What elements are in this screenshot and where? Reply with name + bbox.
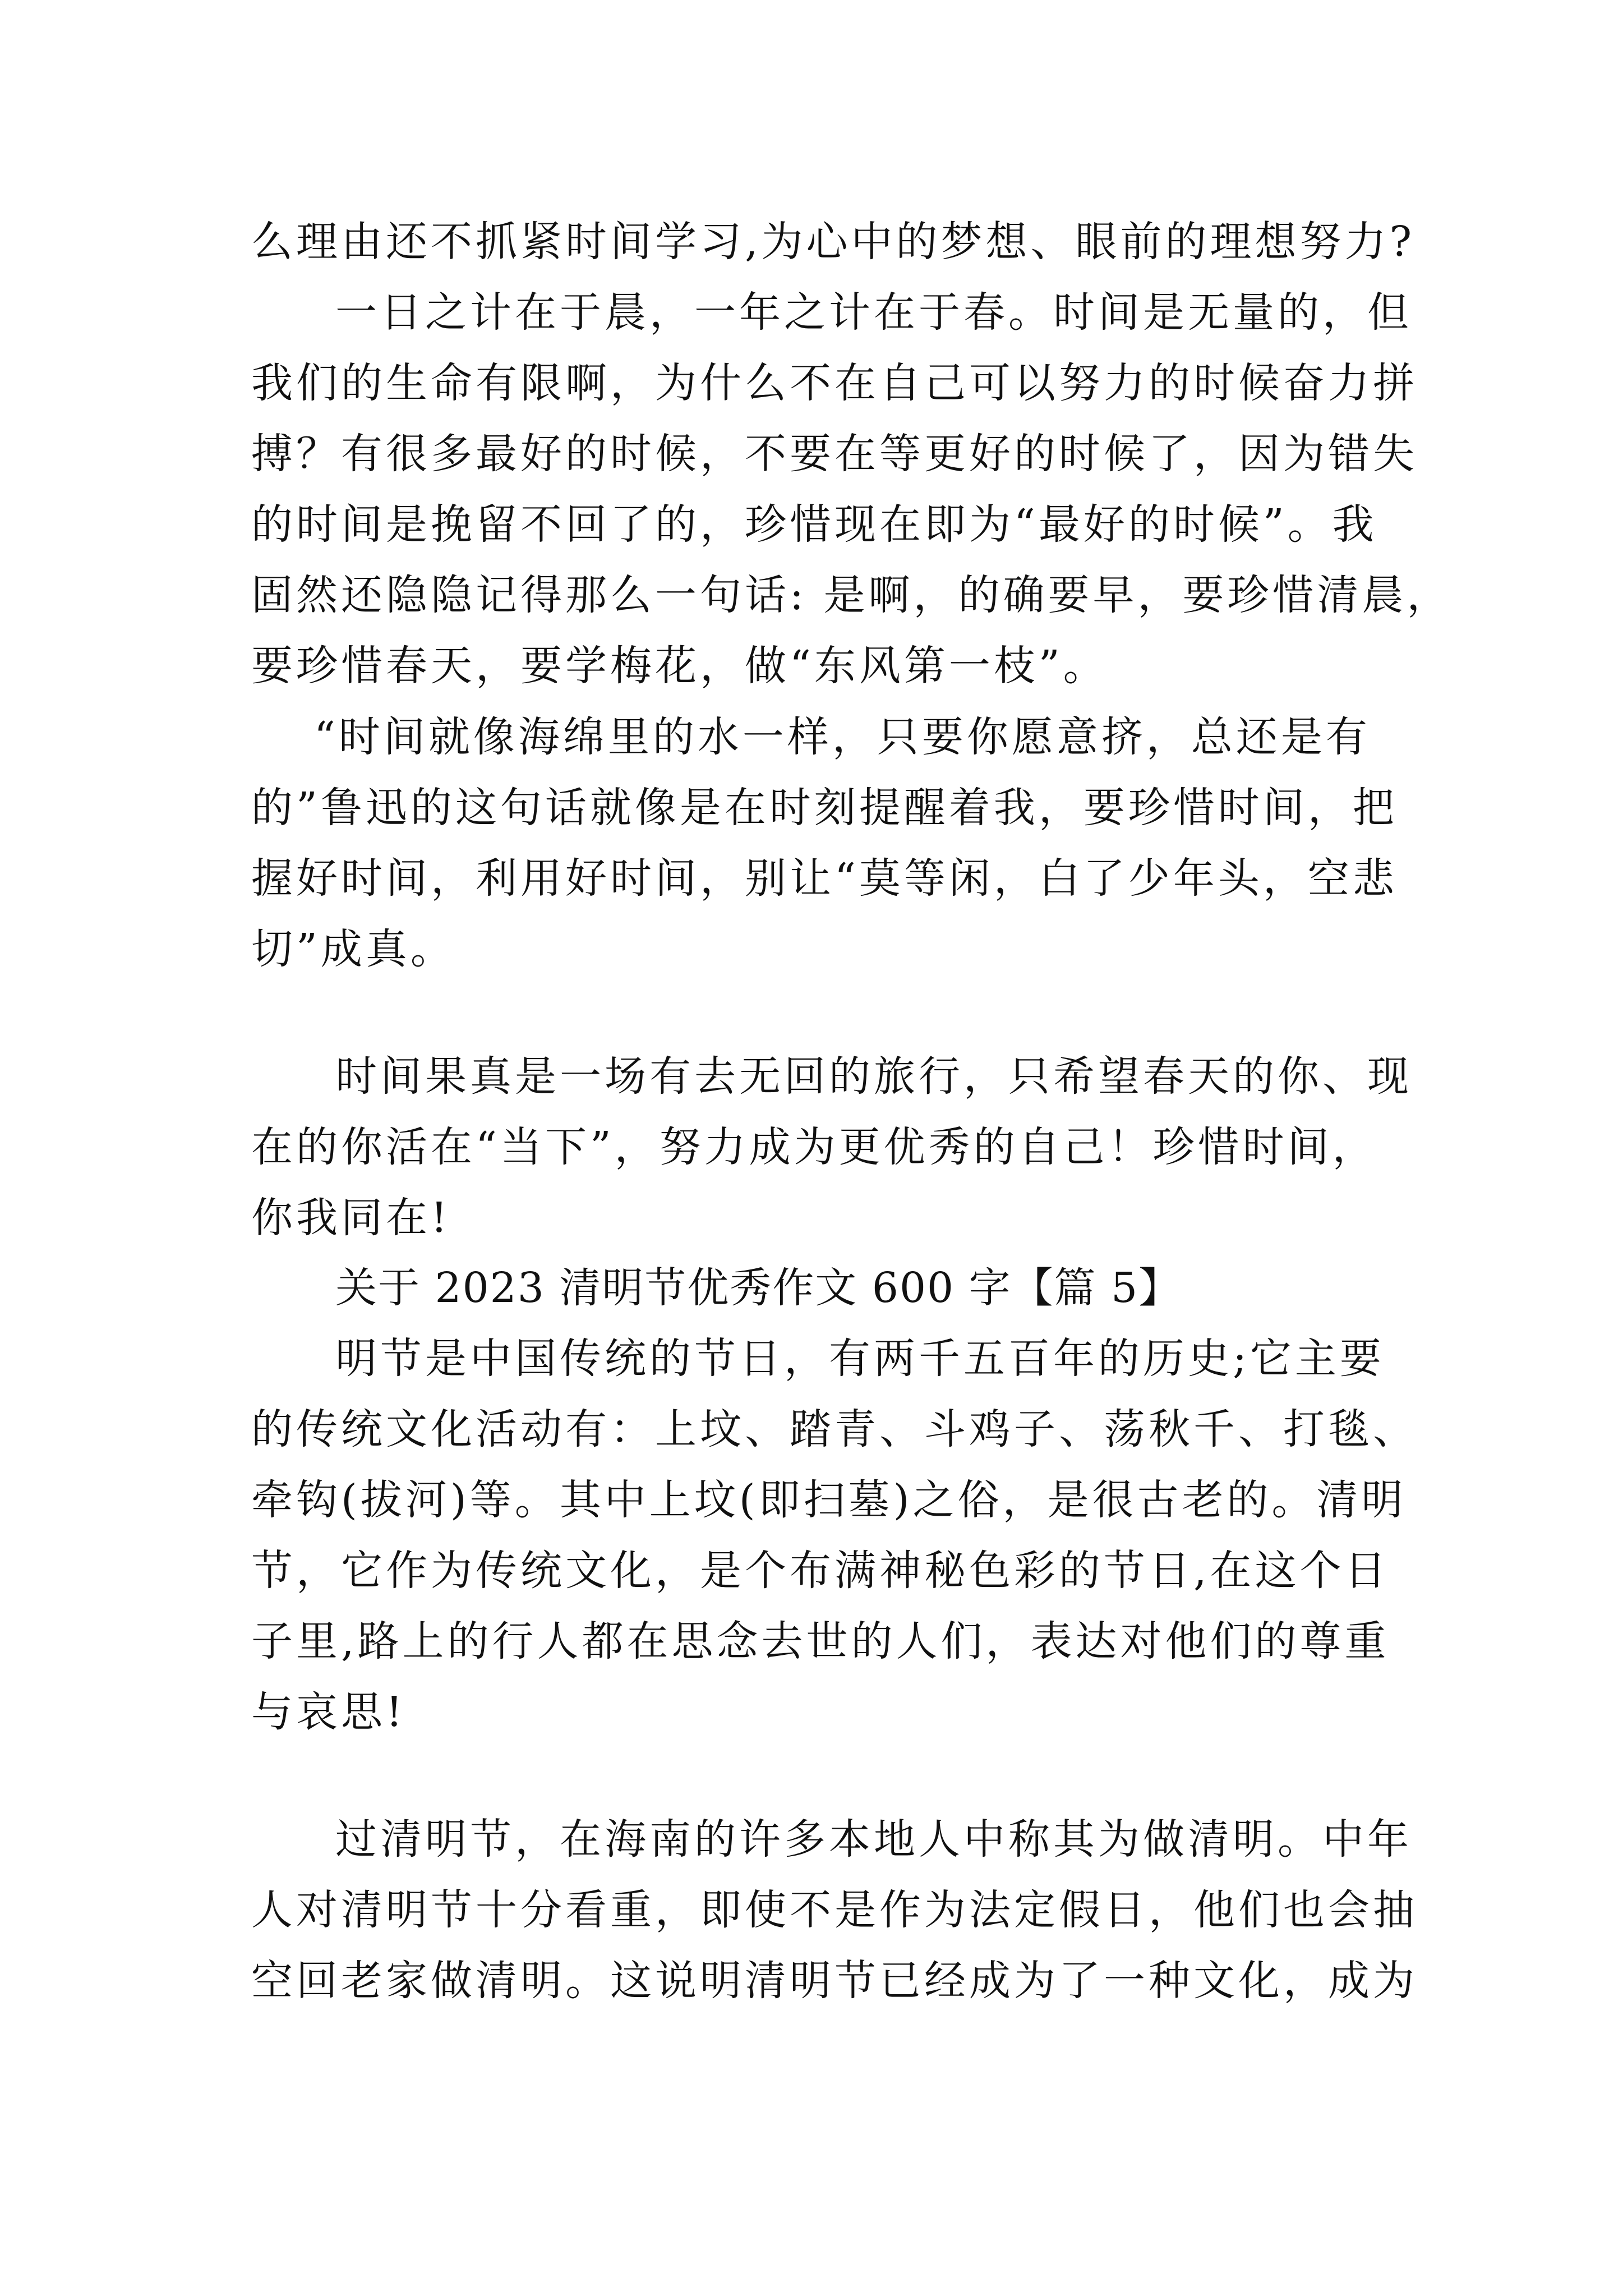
text-line: 么理由还不抓紧时间学习,为心中的梦想、眼前的理想努力? xyxy=(251,218,1415,266)
text-line: 固然还隐隐记得那么一句话: 是啊，的确要早，要珍惜清晨， xyxy=(251,571,1452,619)
text-line: 子里,路上的行人都在思念去世的人们，表达对他们的尊重 xyxy=(251,1617,1390,1665)
text-line: 人对清明节十分看重，即使不是作为法定假日，他们也会抽 xyxy=(251,1886,1418,1934)
text-line: 牵钩(拔河)等。其中上坟(即扫墓)之俗，是很古老的。清明 xyxy=(251,1476,1407,1524)
text-line: 握好时间，利用好时间，别让“莫等闲，白了少年头，空悲 xyxy=(251,854,1398,903)
text-line: 切”成真。 xyxy=(251,925,455,973)
paragraph-start-line: 时间果真是一场有去无回的旅行，只希望春天的你、现 xyxy=(335,1052,1412,1101)
section-heading: 关于 2023 清明节优秀作文 600 字【篇 5】 xyxy=(335,1264,1182,1312)
text-line: 节，它作为传统文化，是个布满神秘色彩的节日,在这个日 xyxy=(251,1547,1390,1595)
text-line: 的时间是挽留不回了的，珍惜现在即为“最好的时候”。我 xyxy=(251,500,1377,549)
paragraph-start-line: 明节是中国传统的节日，有两千五百年的历史;它主要 xyxy=(335,1335,1385,1383)
paragraph-start-line: “时间就像海绵里的水一样，只要你愿意挤，总还是有 xyxy=(314,713,1371,761)
text-line: 你我同在! xyxy=(251,1194,451,1242)
text-line: 与哀思! xyxy=(251,1688,406,1736)
text-line: 在的你活在“当下”，努力成为更优秀的自己！珍惜时间， xyxy=(251,1123,1377,1171)
text-line: 要珍惜春天，要学梅花，做“东风第一枝”。 xyxy=(251,642,1108,690)
paragraph-start-line: 过清明节，在海南的许多本地人中称其为做清明。中年 xyxy=(335,1815,1412,1864)
paragraph-start-line: 一日之计在于晨，一年之计在于春。时间是无量的，但 xyxy=(335,288,1412,337)
text-line: 的传统文化活动有：上坟、踏青、斗鸡子、荡秋千、打毯、 xyxy=(251,1405,1418,1453)
text-line: 搏？有很多最好的时候，不要在等更好的时候了，因为错失 xyxy=(251,430,1418,478)
text-line: 的”鲁迅的这句话就像是在时刻提醒着我，要珍惜时间，把 xyxy=(251,784,1398,832)
text-line: 我们的生命有限啊，为什么不在自己可以努力的时候奋力拼 xyxy=(251,359,1418,407)
text-line: 空回老家做清明。这说明清明节已经成为了一种文化，成为 xyxy=(251,1957,1418,2005)
